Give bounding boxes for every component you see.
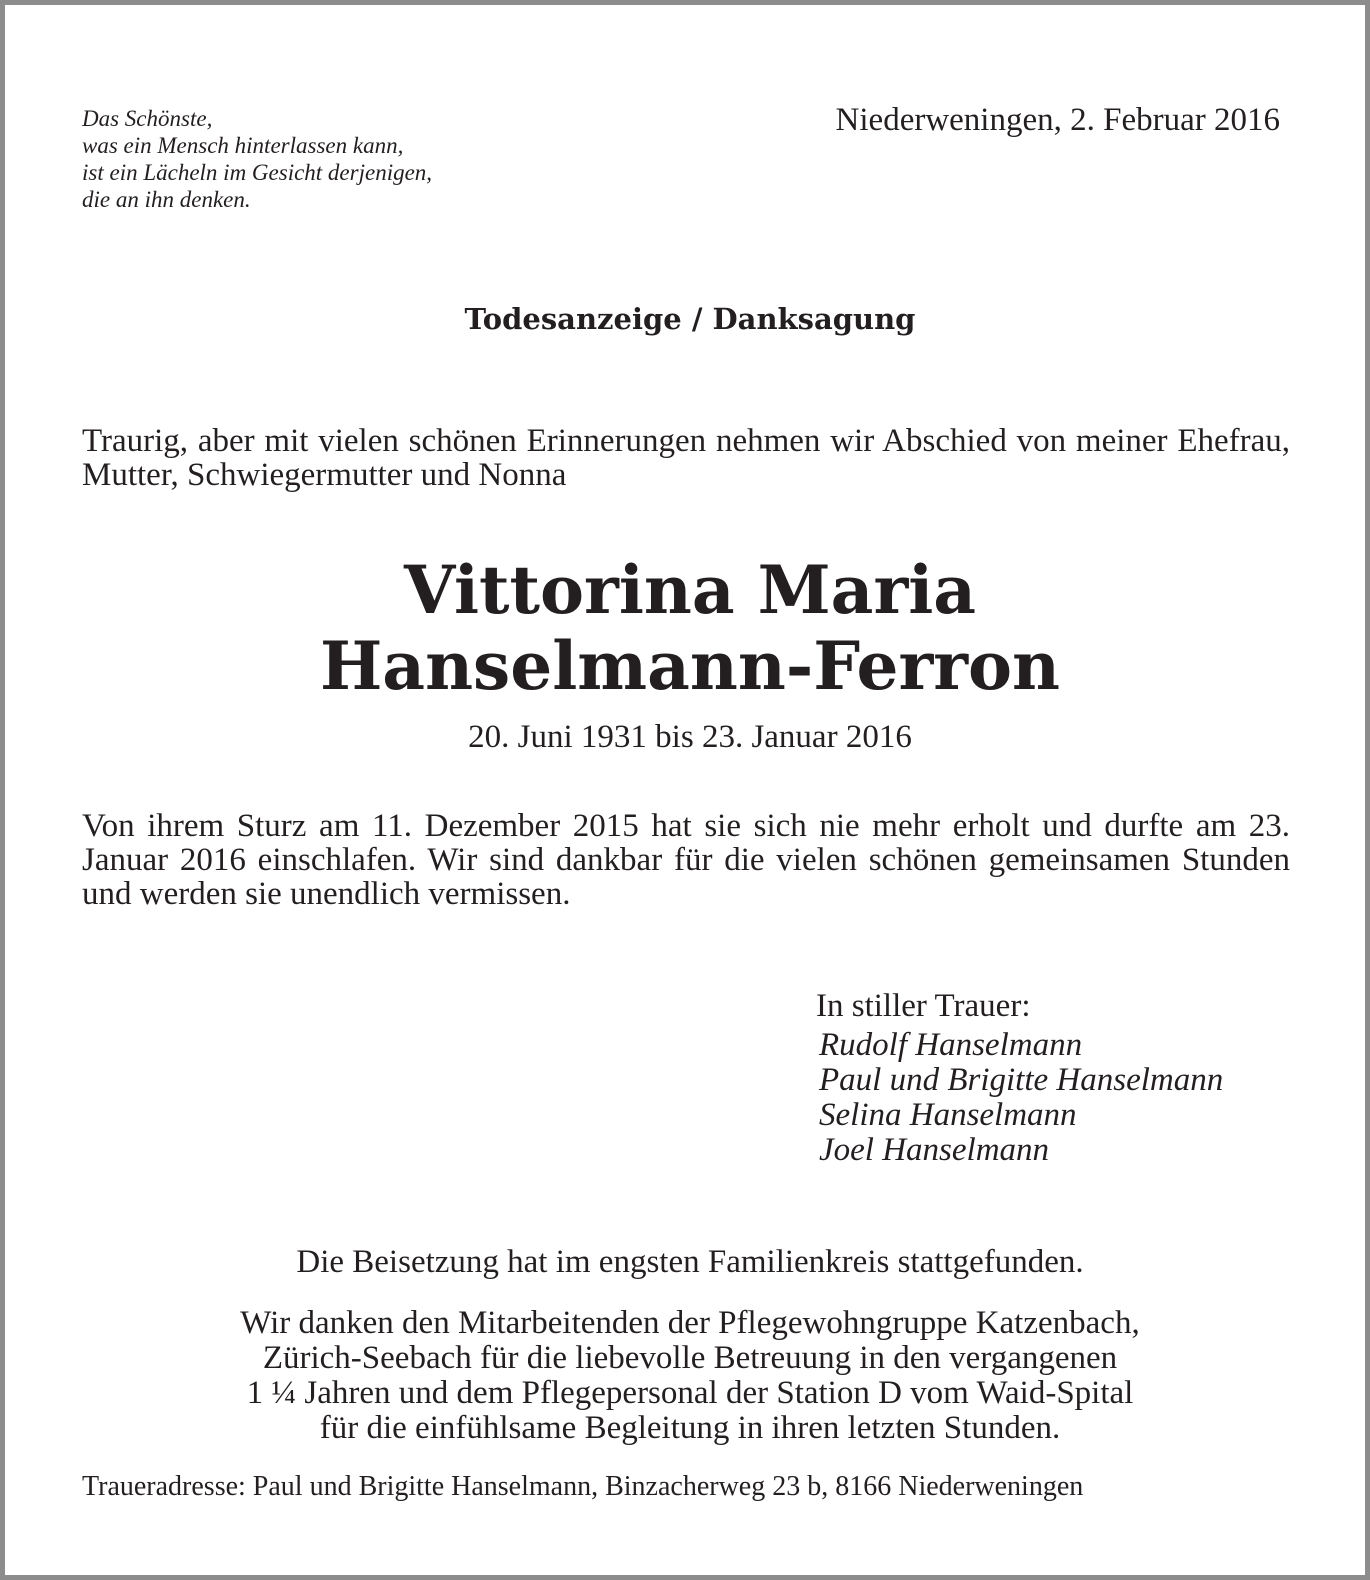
place-date: Niederweningen, 2. Februar 2016 <box>835 102 1280 138</box>
motto-line: ist ein Lächeln im Gesicht derjenigen, <box>82 160 433 185</box>
deceased-name <box>5 552 1370 704</box>
motto-line: Das Schönste, <box>82 106 213 131</box>
mourners-block <box>816 989 1223 1168</box>
mourner-name: Paul und Brigitte Hanselmann <box>819 1062 1224 1098</box>
motto-line: die an ihn denken. <box>82 187 251 212</box>
thanks-paragraph <box>5 1306 1370 1446</box>
mourner-name: Rudolf Hanselmann <box>819 1027 1083 1063</box>
motto-quote <box>82 105 582 213</box>
story-paragraph: Von ihrem Sturz am 11. Dezember 2015 hat sie sich nie mehr erholt und durfte am 23. Januar 2016 einschlafen. Wir sind dankbar für die vielen schönen gemeinsamen Stunden und werden sie unendlich vermissen. <box>82 808 1290 912</box>
thanks-line: Wir danken den Mitarbeitenden der Pflegewohngruppe Katzenbach, <box>240 1305 1140 1341</box>
deceased-name-line2: Hanselmann-Ferron <box>319 627 1061 705</box>
thanks-line: für die einfühlsame Begleitung in ihren letzten Stunden. <box>319 1410 1061 1446</box>
burial-note: Die Beisetzung hat im engsten Familienkreis stattgefunden. <box>296 1244 1084 1280</box>
notice-heading: Todesanzeige / Danksagung <box>464 302 916 336</box>
mourning-address: Traueradresse: Paul und Brigitte Hanselmann, Binzacherweg 23 b, 8166 Niederweningen <box>82 1471 1084 1502</box>
deceased-name-line1: Vittorina Maria <box>403 551 977 629</box>
mourner-name: Joel Hanselmann <box>819 1132 1050 1168</box>
thanks-line: Zürich-Seebach für die liebevolle Betreuung in den vergangenen <box>262 1340 1118 1376</box>
intro-paragraph: Traurig, aber mit vielen schönen Erinnerungen nehmen wir Abschied von meiner Ehefrau, Mutter, Schwiegermutter und Nonna <box>82 423 1290 493</box>
motto-line: was ein Mensch hinterlassen kann, <box>82 133 404 158</box>
life-dates: 20. Juni 1931 bis 23. Januar 2016 <box>468 719 912 755</box>
mourner-name: Selina Hanselmann <box>819 1097 1077 1133</box>
thanks-line: 1 ¼ Jahren und dem Pflegepersonal der Station D vom Waid-Spital <box>246 1375 1134 1411</box>
mourners-list <box>816 1028 1223 1168</box>
mourners-label: In stiller Trauer: <box>816 988 1031 1024</box>
